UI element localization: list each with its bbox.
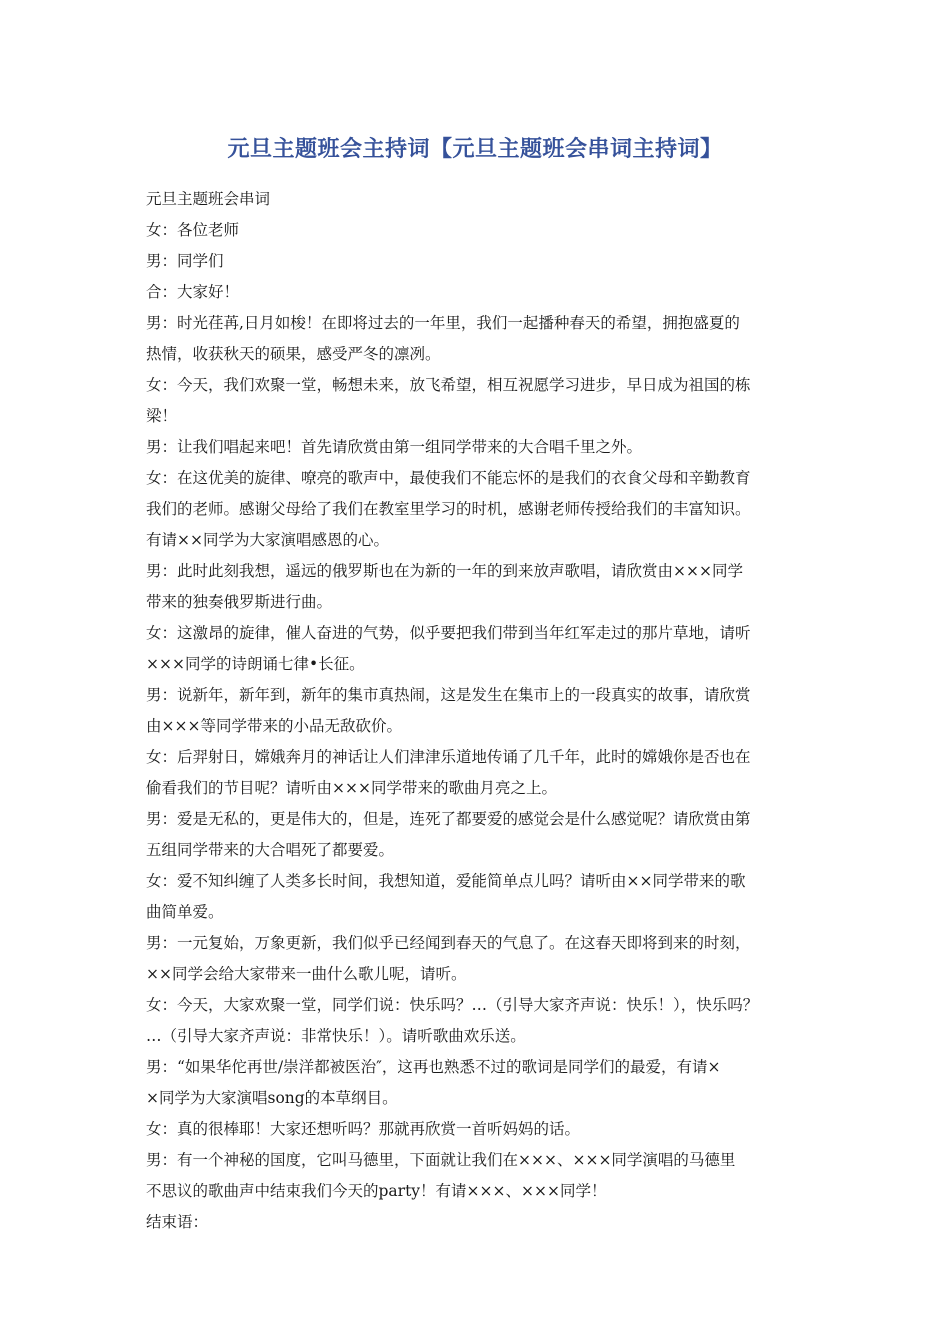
text-line: 女：这激昂的旋律，催人奋进的气势，似乎要把我们带到当年红军走过的那片草地，请听 [146, 624, 751, 642]
text-line: 女：后羿射日，嫦娥奔月的神话让人们津津乐道地传诵了几千年，此时的嫦娥你是否也在 [146, 748, 751, 766]
text-line: 热情，收获秋天的硕果，感受严冬的凛冽。 [146, 345, 441, 363]
text-line: 女：今天，我们欢聚一堂，畅想未来，放飞希望，相互祝愿学习进步，早日成为祖国的栋 [146, 376, 751, 394]
text-line: 结束语： [146, 1213, 209, 1231]
text-line: 曲简单爱。 [146, 903, 224, 921]
text-line: 男：此时此刻我想，遥远的俄罗斯也在为新的一年的到来放声歌唱，请欣赏由×××同学 [146, 562, 743, 580]
text-line: 元旦主题班会串词 [146, 190, 271, 208]
text-line: 偷看我们的节目呢？请听由×××同学带来的歌曲月亮之上。 [146, 779, 557, 797]
text-line: 女：在这优美的旋律、嘹亮的歌声中，最使我们不能忘怀的是我们的衣食父母和辛勤教育 [146, 469, 751, 487]
document-title: 元旦主题班会主持词【元旦主题班会串词主持词】 [227, 137, 723, 162]
text-line: 有请××同学为大家演唱感恩的心。 [146, 531, 389, 549]
text-line: 女：真的很棒耶！大家还想听吗？那就再欣赏一首听妈妈的话。 [146, 1120, 581, 1138]
text-line: 男：“如果华佗再世/崇洋都被医治″，这再也熟悉不过的歌词是同学们的最爱，有请× [146, 1058, 721, 1076]
text-line: …（引导大家齐声说：非常快乐！）。请听歌曲欢乐送。 [146, 1027, 526, 1045]
text-line: 带来的独奏俄罗斯进行曲。 [146, 593, 333, 611]
text-line: 男：爱是无私的，更是伟大的，但是，连死了都要爱的感觉会是什么感觉呢？请欣赏由第 [146, 810, 751, 828]
text-line: 男：时光荏苒,日月如梭！在即将过去的一年里，我们一起播种春天的希望，拥抱盛夏的 [146, 314, 740, 332]
text-line: 男：说新年，新年到，新年的集市真热闹，这是发生在集市上的一段真实的故事，请欣赏 [146, 686, 751, 704]
text-line: 由×××等同学带来的小品无敌砍价。 [146, 717, 402, 735]
text-line: 梁！ [146, 407, 178, 425]
text-line: 男：同学们 [146, 252, 224, 270]
text-line: ×同学为大家演唱song的本草纲目。 [146, 1089, 398, 1107]
text-line: ××同学会给大家带来一曲什么歌儿呢，请听。 [146, 965, 467, 983]
text-line: 男：有一个神秘的国度，它叫马德里，下面就让我们在×××、×××同学演唱的马德里 [146, 1151, 736, 1169]
text-line: 女：爱不知纠缠了人类多长时间，我想知道，爱能简单点儿吗？请听由××同学带来的歌 [146, 872, 746, 890]
text-line: 男：一元复始，万象更新，我们似乎已经闻到春天的气息了。在这春天即将到来的时刻， [146, 934, 751, 952]
text-line: 不思议的歌曲声中结束我们今天的party！有请×××、×××同学！ [146, 1182, 607, 1200]
text-line: 男：让我们唱起来吧！首先请欣赏由第一组同学带来的大合唱千里之外。 [146, 438, 643, 456]
document-body [146, 184, 806, 1238]
text-line: 女：各位老师 [146, 221, 240, 239]
text-line: ×××同学的诗朗诵七律•长征。 [146, 655, 365, 673]
text-line: 合：大家好！ [146, 283, 240, 301]
text-line: 五组同学带来的大合唱死了都要爱。 [146, 841, 395, 859]
text-line: 我们的老师。感谢父母给了我们在教室里学习的时机，感谢老师传授给我们的丰富知识。 [146, 500, 751, 518]
text-line: 女：今天，大家欢聚一堂，同学们说：快乐吗？…（引导大家齐声说：快乐！），快乐吗？ [146, 996, 759, 1014]
